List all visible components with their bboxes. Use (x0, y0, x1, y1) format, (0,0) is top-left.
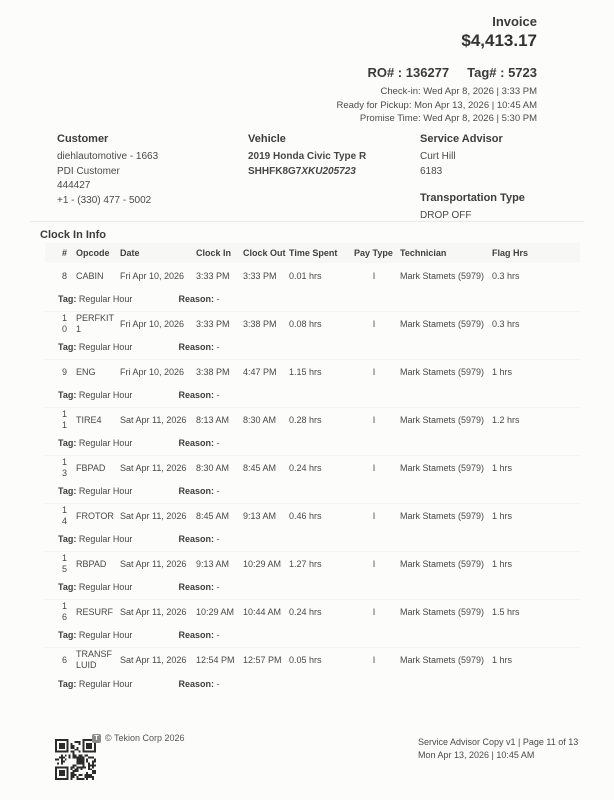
tag-value: Regular Hour (78, 534, 133, 545)
cell-date: Sat Apr 11, 2026 (120, 654, 187, 665)
cell-clock-in: 8:13 AM (196, 414, 230, 425)
reason-pair: Reason: - (178, 438, 220, 449)
reason-value: - (216, 342, 220, 353)
cell-clock-out: 10:29 AM (243, 558, 282, 569)
cell-clock-out: 8:30 AM (243, 414, 277, 425)
printed-timestamp: Mon Apr 13, 2026 | 10:45 AM (418, 750, 535, 760)
reason-value: - (216, 534, 220, 545)
invoice-meta (336, 85, 537, 126)
table-row (45, 551, 580, 577)
cell-clock-in: 8:30 AM (196, 462, 230, 473)
table-tag-row (45, 433, 580, 455)
check-in-line: Check-in: Wed Apr 8, 2026 | 3:33 PM (380, 86, 537, 97)
cell-date: Fri Apr 10, 2026 (120, 366, 185, 377)
col-header-time-spent: Time Spent (289, 243, 354, 263)
tag-value: Regular Hour (78, 630, 133, 641)
cell-clock-out: 12:57 PM (243, 654, 282, 665)
table-tag-row (45, 673, 580, 695)
service-advisor-label: Service Advisor (420, 133, 503, 145)
cell-pay-type: I (372, 654, 376, 665)
cell-flag-hrs: 1 hrs (492, 510, 513, 521)
cell-time-spent: 0.05 hrs (289, 654, 322, 665)
table-row (45, 407, 580, 433)
cell-date: Sat Apr 11, 2026 (120, 462, 187, 473)
col-header-clock-in: Clock In (196, 243, 243, 263)
cell-clock-out: 3:38 PM (243, 318, 277, 329)
cell-pay-type: I (372, 270, 376, 281)
cell-technician: Mark Stamets (5979) (400, 318, 485, 329)
cell-opcode: CABIN (76, 270, 104, 281)
reason-pair: Reason: - (178, 678, 220, 689)
customer-phone: +1 - (330) 477 - 5002 (57, 194, 152, 206)
transportation-type-label: Transportation Type (420, 192, 525, 204)
col-header-flag-hrs: Flag Hrs (492, 243, 580, 263)
reason-pair: Reason: - (178, 582, 220, 593)
cell-opcode: RESURF (76, 606, 114, 617)
tag-value: Regular Hour (78, 390, 133, 401)
col-header-opcode: Opcode (76, 243, 120, 263)
cell-pay-type: I (372, 414, 376, 425)
cell-time-spent: 0.24 hrs (289, 606, 322, 617)
table-row (45, 359, 580, 385)
cell-pay-type: I (372, 462, 376, 473)
reason-value: - (216, 486, 220, 497)
cell-flag-hrs: 1 hrs (492, 462, 513, 473)
col-header-num: # (45, 243, 76, 263)
vehicle-vin: SHHFK8G7XKU205723 (248, 165, 356, 177)
tag-value: Regular Hour (78, 678, 133, 689)
cell-time-spent: 1.15 hrs (289, 366, 322, 377)
cell-pay-type: I (372, 318, 376, 329)
table-tag-row (45, 289, 580, 311)
customer-block (57, 133, 242, 208)
vehicle-label: Vehicle (248, 133, 286, 145)
cell-clock-in: 3:38 PM (196, 366, 230, 377)
reason-value: - (216, 438, 220, 449)
cell-technician: Mark Stamets (5979) (400, 270, 485, 281)
section-divider (30, 221, 584, 222)
reason-pair: Reason: - (178, 630, 220, 641)
tag-pair: Tag: Regular Hour (58, 582, 133, 593)
reason-value: - (216, 678, 220, 689)
cell-num: 11 (62, 409, 68, 431)
tekion-logo-icon: T (92, 734, 101, 743)
cell-pay-type: I (372, 606, 376, 617)
tag-pair: Tag: Regular Hour (58, 630, 133, 641)
invoice-amount: $4,413.17 (461, 31, 537, 50)
reason-value: - (216, 294, 220, 305)
cell-clock-in: 3:33 PM (196, 318, 230, 329)
table-tag-row (45, 529, 580, 551)
cell-date: Fri Apr 10, 2026 (120, 318, 185, 329)
cell-opcode: ENG (76, 366, 96, 377)
cell-num: 10 (62, 313, 68, 335)
cell-opcode: PERFKIT1 (76, 313, 115, 335)
cell-technician: Mark Stamets (5979) (400, 510, 485, 521)
cell-opcode: TIRE4 (76, 414, 102, 425)
clock-in-table (45, 243, 580, 695)
tag-value: Regular Hour (78, 294, 133, 305)
cell-opcode: TRANSFLUID (76, 649, 112, 671)
cell-time-spent: 0.01 hrs (289, 270, 322, 281)
table-row (45, 599, 580, 625)
cell-technician: Mark Stamets (5979) (400, 366, 485, 377)
reason-pair: Reason: - (178, 294, 220, 305)
cell-flag-hrs: 1 hrs (492, 558, 513, 569)
tag-value: Regular Hour (78, 486, 133, 497)
table-header (45, 243, 580, 263)
vehicle-block (248, 133, 413, 179)
service-advisor-name: Curt Hill (420, 151, 456, 162)
cell-date: Sat Apr 11, 2026 (120, 606, 187, 617)
table-row (45, 647, 580, 673)
invoice-title: Invoice (492, 14, 537, 29)
tag-pair: Tag: Regular Hour (58, 534, 133, 545)
cell-clock-in: 3:33 PM (196, 270, 230, 281)
cell-flag-hrs: 1.2 hrs (492, 414, 520, 425)
copy-info: Service Advisor Copy v1 | Page 11 of 13 (418, 737, 579, 747)
tag-value: Regular Hour (78, 438, 133, 449)
table-row (45, 455, 580, 481)
customer-type: PDI Customer (57, 165, 120, 177)
table-tag-row (45, 481, 580, 503)
cell-num: 14 (62, 505, 68, 527)
customer-id: 444427 (57, 180, 91, 191)
cell-clock-in: 8:45 AM (196, 510, 230, 521)
ro-number: RO# : 136277 (367, 65, 450, 80)
cell-date: Sat Apr 11, 2026 (120, 414, 187, 425)
copyright-text: © Tekion Corp 2026 (105, 733, 185, 743)
cell-date: Sat Apr 11, 2026 (120, 558, 187, 569)
cell-opcode: RBPAD (76, 558, 107, 569)
table-row (45, 311, 580, 337)
table-row (45, 503, 580, 529)
cell-technician: Mark Stamets (5979) (400, 558, 485, 569)
qr-code (55, 739, 96, 780)
customer-label: Customer (57, 133, 109, 145)
cell-clock-in: 12:54 PM (196, 654, 235, 665)
tag-value: Regular Hour (78, 582, 133, 593)
promise-time-line: Promise Time: Wed Apr 8, 2026 | 5:30 PM (359, 113, 537, 124)
cell-clock-in: 9:13 AM (196, 558, 230, 569)
table-row (45, 263, 580, 289)
tag-pair: Tag: Regular Hour (58, 294, 133, 305)
cell-time-spent: 0.28 hrs (289, 414, 322, 425)
invoice-header (336, 14, 537, 126)
reason-value: - (216, 390, 220, 401)
table-tag-row (45, 385, 580, 407)
tag-pair: Tag: Regular Hour (58, 438, 133, 449)
service-advisor-block (420, 133, 560, 224)
table-tag-row (45, 577, 580, 599)
cell-date: Fri Apr 10, 2026 (120, 270, 185, 281)
tag-pair: Tag: Regular Hour (58, 486, 133, 497)
cell-clock-in: 10:29 AM (196, 606, 235, 617)
reason-value: - (216, 630, 220, 641)
cell-clock-out: 3:33 PM (243, 270, 277, 281)
cell-time-spent: 0.24 hrs (289, 462, 322, 473)
cell-clock-out: 9:13 AM (243, 510, 277, 521)
tag-pair: Tag: Regular Hour (58, 678, 133, 689)
footer-left (92, 733, 185, 743)
cell-num: 15 (62, 553, 68, 575)
cell-opcode: FROTOR (76, 510, 114, 521)
cell-opcode: FBPAD (76, 462, 106, 473)
reason-pair: Reason: - (178, 390, 220, 401)
cell-flag-hrs: 1 hrs (492, 366, 513, 377)
table-tag-row (45, 625, 580, 647)
tag-number: Tag# : 5723 (467, 65, 537, 80)
table-tag-row (45, 337, 580, 359)
col-header-clock-out: Clock Out (243, 243, 289, 263)
cell-num: 16 (62, 601, 68, 623)
tag-pair: Tag: Regular Hour (58, 342, 133, 353)
cell-flag-hrs: 0.3 hrs (492, 318, 520, 329)
reason-value: - (216, 582, 220, 593)
cell-technician: Mark Stamets (5979) (400, 606, 485, 617)
cell-clock-out: 4:47 PM (243, 366, 277, 377)
tag-pair: Tag: Regular Hour (58, 390, 133, 401)
ro-tag-line (336, 65, 537, 80)
reason-pair: Reason: - (178, 534, 220, 545)
col-header-date: Date (120, 243, 196, 263)
customer-name: diehlautomotive - 1663 (57, 151, 159, 162)
cell-time-spent: 1.27 hrs (289, 558, 322, 569)
cell-clock-out: 8:45 AM (243, 462, 277, 473)
cell-time-spent: 0.46 hrs (289, 510, 322, 521)
footer-right (418, 736, 578, 762)
clock-in-info-title: Clock In Info (40, 229, 106, 241)
cell-date: Sat Apr 11, 2026 (120, 510, 187, 521)
cell-num: 9 (62, 366, 68, 377)
cell-flag-hrs: 1.5 hrs (492, 606, 520, 617)
reason-pair: Reason: - (178, 342, 220, 353)
cell-pay-type: I (372, 366, 376, 377)
col-header-technician: Technician (400, 243, 492, 263)
cell-technician: Mark Stamets (5979) (400, 414, 485, 425)
cell-num: 8 (62, 270, 68, 281)
reason-pair: Reason: - (178, 486, 220, 497)
cell-pay-type: I (372, 558, 376, 569)
vehicle-name: 2019 Honda Civic Type R (248, 151, 367, 162)
cell-flag-hrs: 0.3 hrs (492, 270, 520, 281)
cell-technician: Mark Stamets (5979) (400, 462, 485, 473)
ready-for-pickup-line: Ready for Pickup: Mon Apr 13, 2026 | 10:45 AM (336, 99, 537, 111)
cell-num: 13 (62, 457, 68, 479)
service-advisor-id: 6183 (420, 165, 443, 177)
cell-time-spent: 0.08 hrs (289, 318, 322, 329)
cell-flag-hrs: 1 hrs (492, 654, 513, 665)
cell-clock-out: 10:44 AM (243, 606, 282, 617)
col-header-pay-type: Pay Type (354, 243, 400, 263)
tag-value: Regular Hour (78, 342, 133, 353)
cell-technician: Mark Stamets (5979) (400, 654, 485, 665)
cell-pay-type: I (372, 510, 376, 521)
cell-num: 6 (62, 654, 68, 665)
transportation-type-value: DROP OFF (420, 210, 472, 221)
